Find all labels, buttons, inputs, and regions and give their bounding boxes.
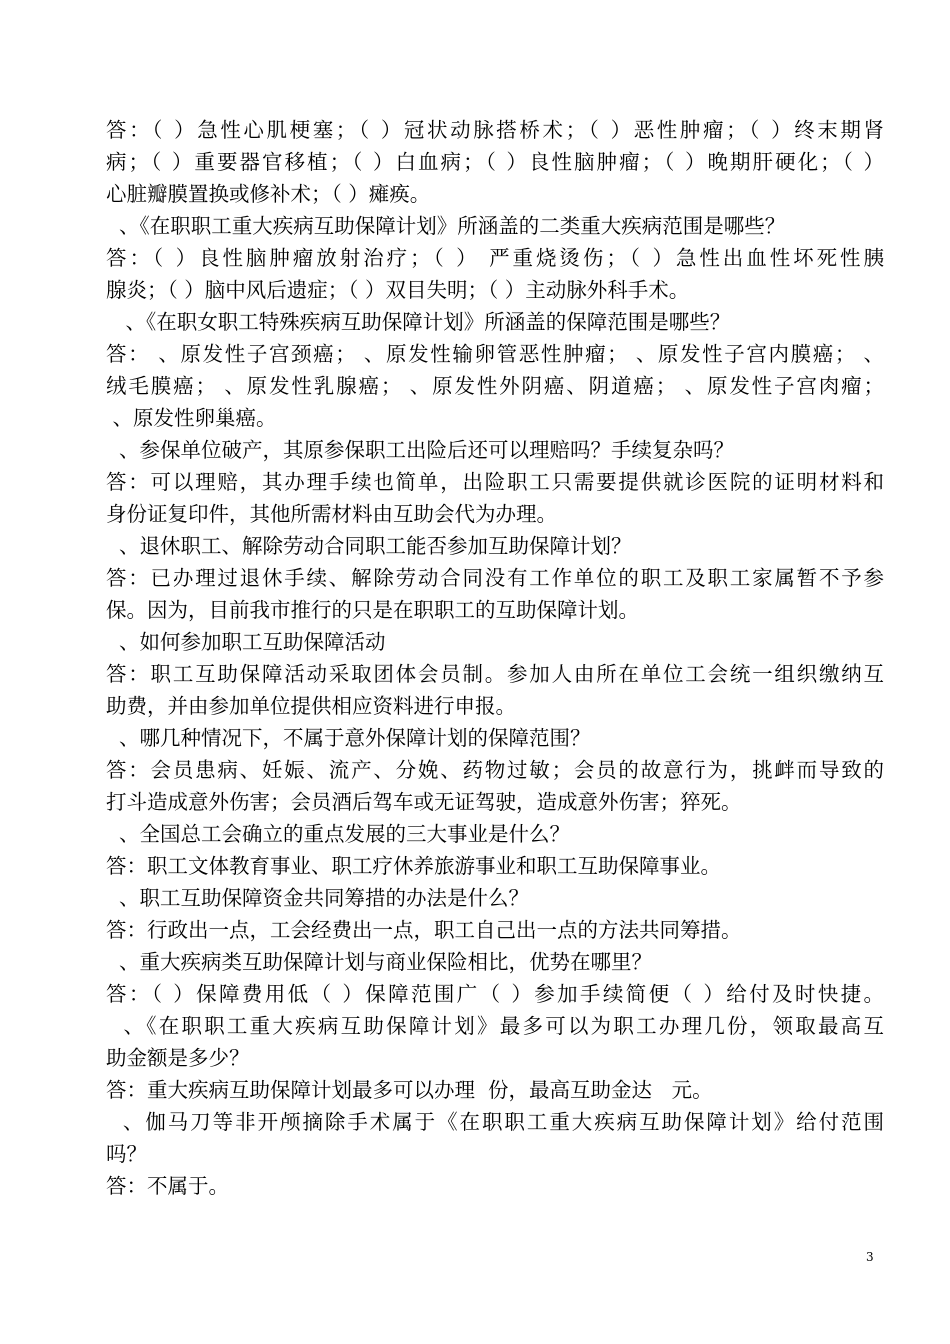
- text-line: 答：（ ）保障费用低（ ）保障范围广（ ）参加手续简便（ ）给付及时快捷。: [106, 982, 884, 1006]
- question-line: 、《在职女职工特殊疾病互助保障计划》所涵盖的保障范围是哪些？: [106, 310, 731, 334]
- question-line: 、全国总工会确立的重点发展的三大事业是什么？: [106, 822, 571, 846]
- text-line: 助费，并由参加单位提供相应资料进行申报。: [106, 694, 516, 718]
- text-line: 答：职工文体教育事业、职工疗休养旅游事业和职工互助保障事业。: [106, 854, 721, 878]
- page-number: 3: [866, 1250, 874, 1264]
- question-line: 、参保单位破产，其原参保职工出险后还可以理赔吗？手续复杂吗？: [106, 438, 735, 462]
- question-line: 助金额是多少？: [106, 1046, 250, 1070]
- question-line: 、哪几种情况下，不属于意外保障计划的保障范围？: [106, 726, 591, 750]
- text-line: 答：职工互助保障活动采取团体会员制。参加人由所在单位工会统一组织缴纳互: [106, 662, 884, 686]
- text-line: 答：（ ）良性脑肿瘤放射治疗；（ ） 严重烧烫伤；（ ）急性出血性坏死性胰: [106, 246, 884, 270]
- question-line: 、职工互助保障资金共同筹措的办法是什么？: [106, 886, 530, 910]
- text-line: 腺炎；（ ）脑中风后遗症；（ ）双目失明；（ ）主动脉外科手术。: [106, 278, 690, 302]
- text-line: 病；（ ）重要器官移植；（ ）白血病；（ ）良性脑肿瘤；（ ）晚期肝硬化；（ ）: [106, 150, 884, 174]
- text-line: 答：（ ）急性心肌梗塞；（ ）冠状动脉搭桥术；（ ）恶性肿瘤；（ ）终末期肾: [106, 118, 884, 142]
- text-line: 打斗造成意外伤害；会员酒后驾车或无证驾驶，造成意外伤害；猝死。: [106, 790, 742, 814]
- question-line: 、伽马刀等非开颅摘除手术属于《在职职工重大疾病互助保障计划》给付范围: [106, 1110, 884, 1134]
- text-line: 答：行政出一点，工会经费出一点，职工自己出一点的方法共同筹措。: [106, 918, 742, 942]
- question-line: 、《在职职工重大疾病互助保障计划》所涵盖的二类重大疾病范围是哪些？: [106, 214, 786, 238]
- text-line: 身份证复印件，其他所需材料由互助会代为办理。: [106, 502, 557, 526]
- text-line: 绒毛膜癌； 、原发性乳腺癌； 、原发性外阴癌、阴道癌； 、原发性子宫肉瘤；: [106, 374, 884, 398]
- text-line: 答：会员患病、妊娠、流产、分娩、药物过敏；会员的故意行为，挑衅而导致的: [106, 758, 884, 782]
- text-line: 答：重大疾病互助保障计划最多可以办理 份，最高互助金达 元。: [106, 1078, 713, 1102]
- question-line: 、如何参加职工互助保障活动: [106, 630, 386, 654]
- text-line: 答：可以理赔，其办理手续也简单，出险职工只需要提供就诊医院的证明材料和: [106, 470, 884, 494]
- text-line: 心脏瓣膜置换或修补术；（ ）瘫痪。: [106, 182, 431, 206]
- question-line: 、重大疾病类互助保障计划与商业保险相比，优势在哪里？: [106, 950, 653, 974]
- question-line: 吗？: [106, 1142, 147, 1166]
- text-line: 答： 、原发性子宫颈癌； 、原发性输卵管恶性肿瘤； 、原发性子宫内膜癌； 、: [106, 342, 884, 366]
- text-line: 答：不属于。: [106, 1174, 229, 1198]
- question-line: 、退休职工、解除劳动合同职工能否参加互助保障计划？: [106, 534, 632, 558]
- text-line: 答：已办理过退休手续、解除劳动合同没有工作单位的职工及职工家属暂不予参: [106, 566, 884, 590]
- question-line: 、《在职职工重大疾病互助保障计划》最多可以为职工办理几份，领取最高互: [106, 1014, 884, 1038]
- text-line: 、原发性卵巢癌。: [106, 406, 277, 430]
- text-line: 保。因为，目前我市推行的只是在职职工的互助保障计划。: [106, 598, 639, 622]
